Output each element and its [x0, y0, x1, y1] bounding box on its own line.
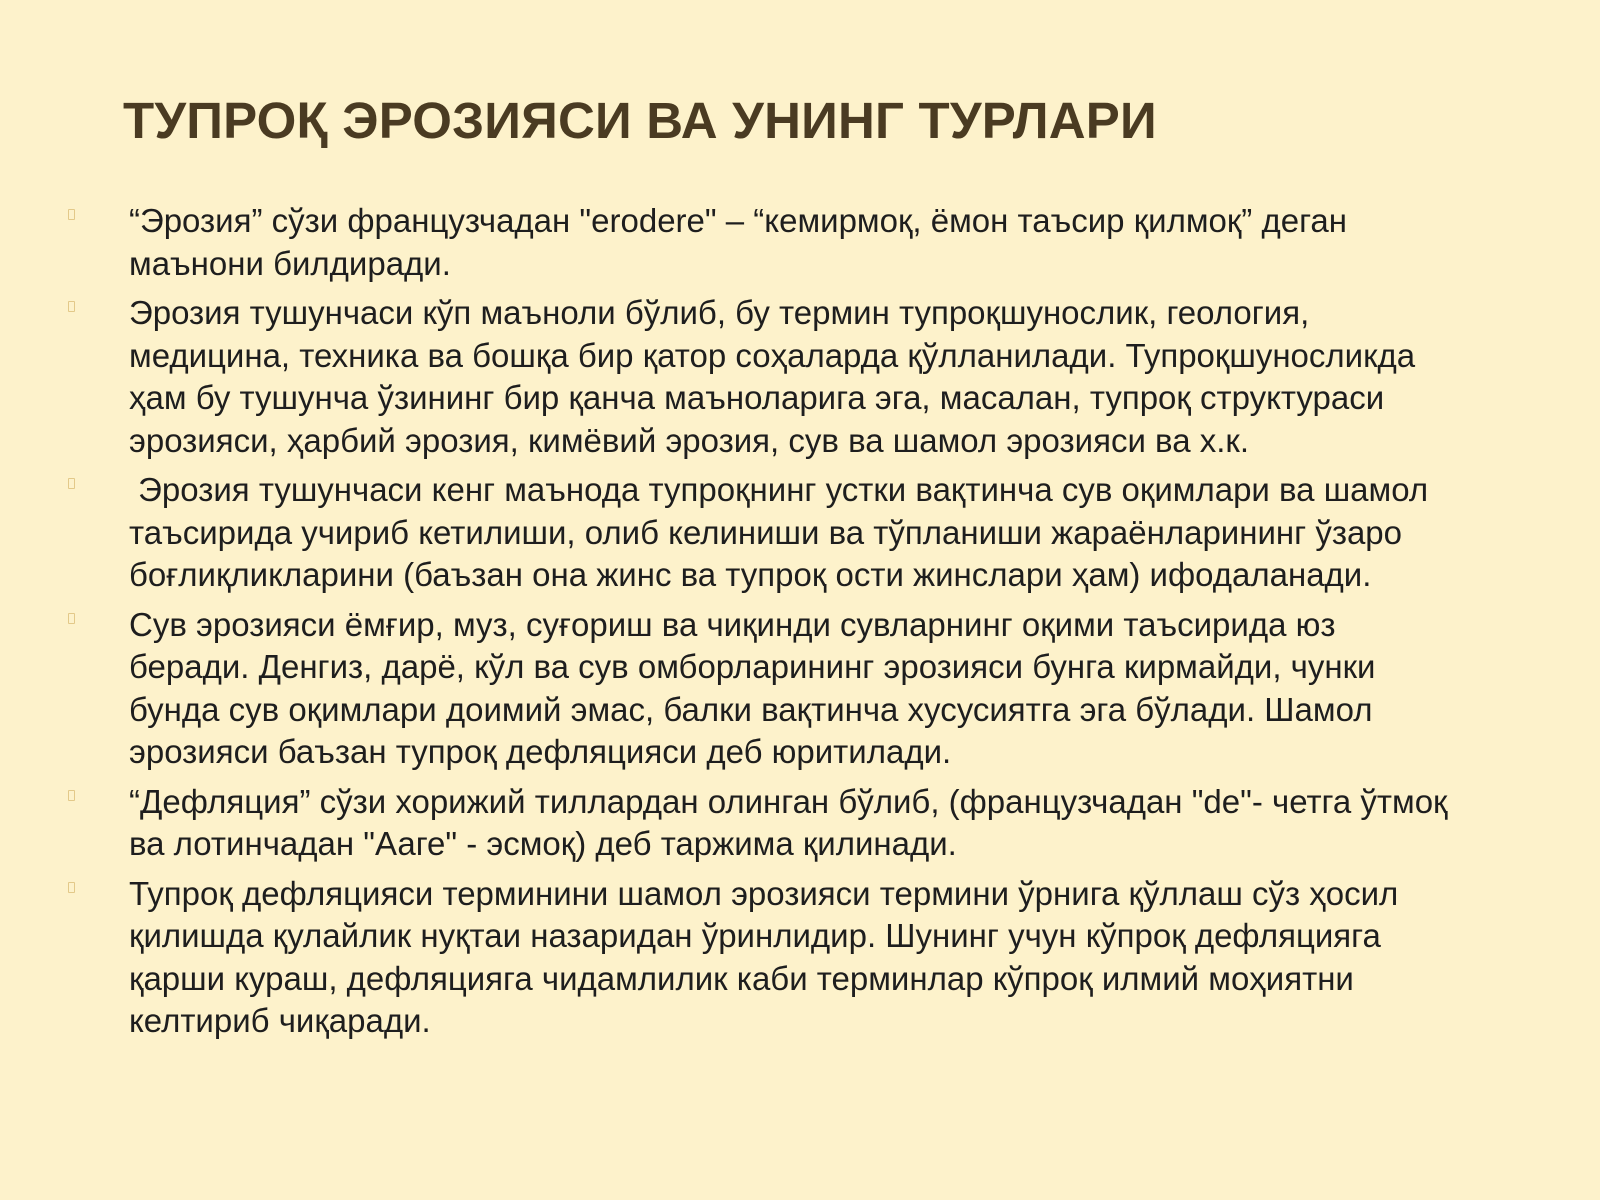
bullet-marker-icon: [68, 478, 75, 489]
bullet-text: Сув эрозияси ёмғир, муз, суғориш ва чиқинди сувларнинг оқими таъсирида юз беради. Денгиз, дарё, кўл ва сув омборларининг эрозияси бунга кирмайди, чунки бунда сув оқимлари доимий эмас, балки вақтинча хусусиятга эга бўлади. Шамол эрозияси баъзан тупроқ дефляцияси деб юритилади.: [129, 605, 1376, 770]
bullet-marker-icon: [68, 301, 75, 312]
slide-title: ТУПРОҚ ЭРОЗИЯСИ ВА УНИНГ ТУРЛАРИ: [123, 92, 1157, 149]
bullet-marker-icon: [68, 790, 75, 801]
bullet-text: Эрозия тушунчаси кўп маъноли бўлиб, бу термин тупроқшунослик, геология, медицина, техника ва бошқа бир қатор соҳаларда қўлланилади. Тупроқшуносликда ҳам бу тушунча ўзининг бир қанча маъноларига эга, масалан, тупроқ структураси эрозияси, ҳарбий эрозия, кимёвий эрозия, сув ва шамол эрозияси ва х.к.: [129, 294, 1416, 459]
list-item: [0, 604, 1600, 774]
list-item: [0, 781, 1600, 866]
list-item: [0, 873, 1600, 1043]
bullet-text: “Дефляция” сўзи хорижий тиллардан олинган бўлиб, (французчадан "de"- четга ўтмоқ ва лотинчадан "Ааге" - эсмоқ) деб таржима қилинади.: [129, 782, 1448, 862]
bullet-text: Эрозия тушунчаси кенг маънода тупроқнинг устки вақтинча сув оқимлари ва шамол таъсирида учириб кетилиши, олиб келиниши ва тўпланиши жараёнларининг ўзаро боғлиқликларини (баъзан она жинс ва тупроқ ости жинслари ҳам) ифодаланади.: [129, 471, 1429, 593]
list-item: [0, 292, 1600, 462]
list-item: [0, 469, 1600, 597]
bullet-text: “Эрозия” сўзи французчадан "erodere" – “кемирмоқ, ёмон таъсир қилмоқ” деган маънони билдиради.: [129, 202, 1347, 282]
bullet-list: [0, 200, 1600, 1050]
list-item: [0, 200, 1600, 285]
bullet-text: Тупроқ дефляцияси терминини шамол эрозияси термини ўрнига қўллаш сўз ҳосил қилишда қулайлик нуқтаи назаридан ўринлидир. Шунинг учун кўпроқ дефляцияга қарши кураш, дефляцияга чидамлилик каби терминлар кўпроқ илмий моҳиятни келтириб чиқаради.: [129, 874, 1399, 1039]
bullet-marker-icon: [68, 209, 75, 220]
bullet-marker-icon: [68, 882, 75, 893]
bullet-marker-icon: [68, 613, 75, 624]
